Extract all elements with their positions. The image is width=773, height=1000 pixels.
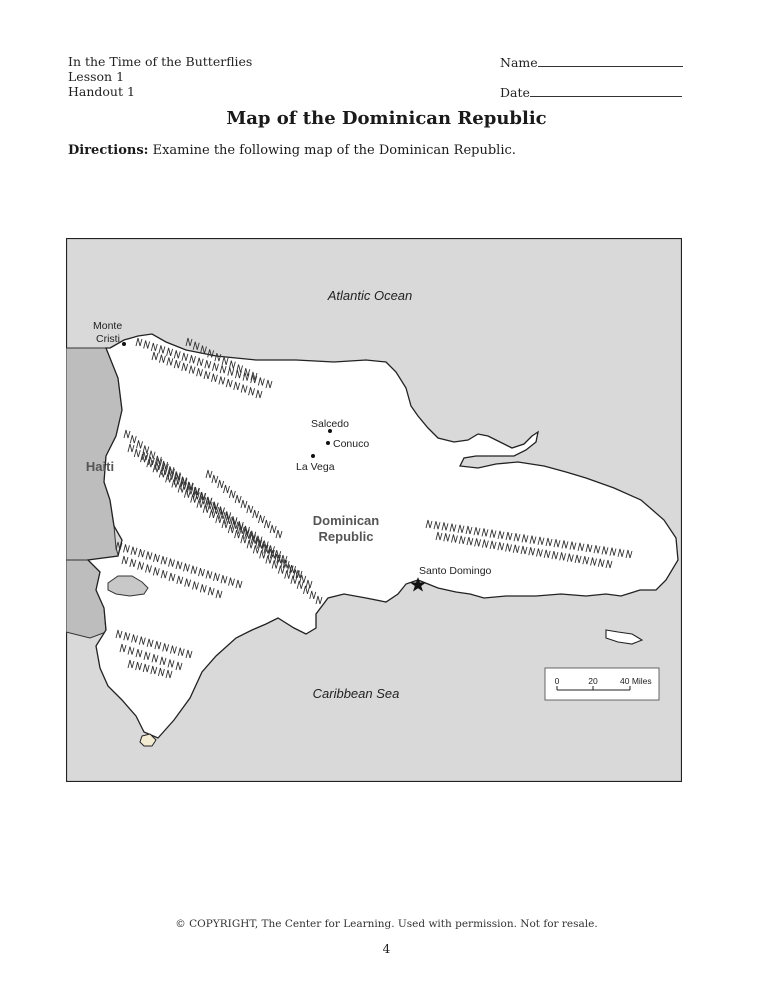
page-title: Map of the Dominican Republic (226, 108, 547, 129)
monte-cristi-label-line2: Cristi (96, 333, 120, 345)
date-label: Date (500, 85, 530, 100)
scale-label-zero: 0 (554, 676, 560, 686)
copyright-footer: © COPYRIGHT, The Center for Learning. Used with permission. Not for resale. (175, 918, 598, 930)
lesson-label: Lesson 1 (68, 69, 125, 84)
scale-label-mid: 20 (588, 676, 598, 686)
salcedo-label: Salcedo (311, 418, 349, 430)
directions-label: Directions: (68, 143, 149, 158)
dot-icon (326, 441, 330, 445)
handout-label: Handout 1 (68, 84, 135, 99)
directions (68, 143, 516, 158)
atlantic-ocean-label: Atlantic Ocean (327, 288, 413, 303)
caribbean-sea-label: Caribbean Sea (312, 686, 400, 701)
scale-label-end: 40 Miles (620, 676, 652, 686)
date-field[interactable] (500, 84, 682, 100)
name-blank-line[interactable] (538, 54, 683, 67)
name-label: Name (500, 55, 538, 70)
date-blank-line[interactable] (530, 84, 682, 97)
dominican-label-line2: Republic (318, 529, 374, 544)
name-field[interactable] (500, 54, 683, 70)
directions-text: Examine the following map of the Dominican Republic. (152, 143, 516, 158)
la-vega-label: La Vega (296, 461, 335, 473)
dominican-label-line1: Dominican (312, 513, 380, 528)
page-number: 4 (382, 942, 391, 956)
dot-icon (311, 454, 315, 458)
monte-cristi-label-line1: Monte (93, 320, 123, 332)
conuco-label: Conuco (333, 438, 370, 450)
dot-icon (122, 342, 126, 346)
book-title: In the Time of the Butterflies (68, 54, 253, 69)
dominican-republic-map (66, 238, 682, 782)
santo-domingo-label: Santo Domingo (419, 565, 492, 577)
scale-bar (545, 668, 659, 700)
haiti-label: Haiti (85, 459, 115, 474)
